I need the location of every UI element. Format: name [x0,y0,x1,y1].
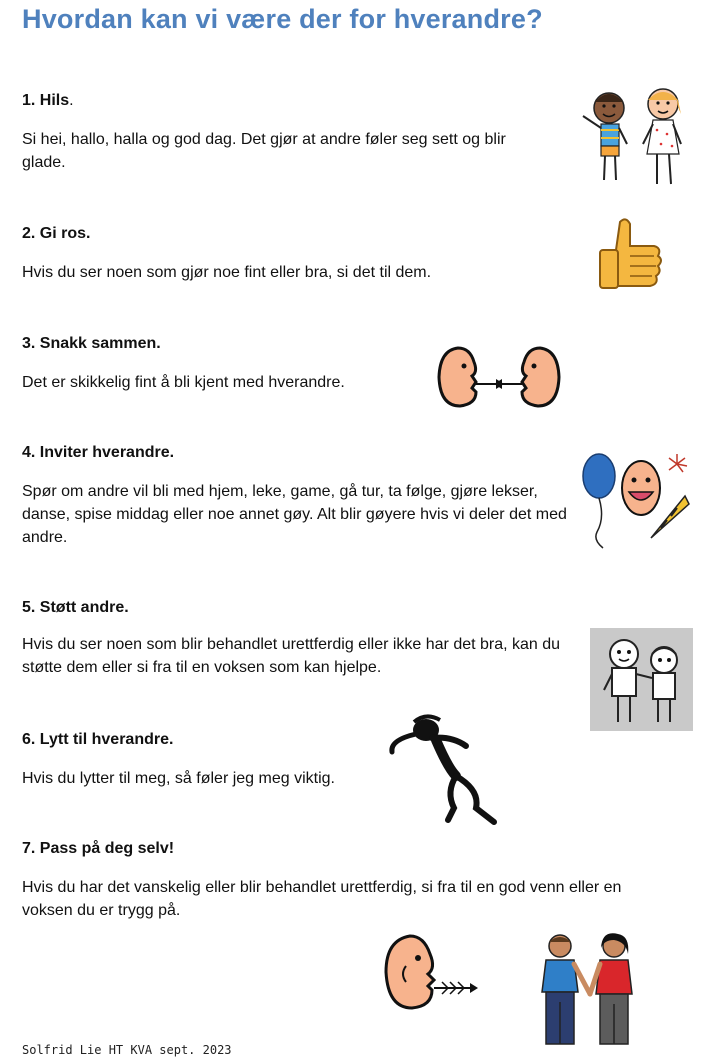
section-body: Det er skikkelig fint å bli kjent med hverandre. [22,374,345,391]
section-body: Hvis du lytter til meg, så føler jeg meg viktig. [22,770,335,787]
section-support [22,599,561,676]
two-people-holding-hands-icon [534,932,644,1048]
listening-person-icon [386,712,498,828]
talking-faces-icon [436,344,562,410]
section-body: Hvis du ser noen som blir behandlet urettferdig eller ikke har det bra, kan du støtte dem eller si fra til en voksen som kan hjelpe. [22,636,561,676]
section-body: Spør om andre vil bli med hjem, leke, game, gå tur, ta følge, gjøre lekser, danse, spise middag eller noe annet gøy. Alt blir gøyere hvis vi deler det med andre. [22,483,567,546]
section-heading: 7. Pass på deg selv! [22,840,175,857]
section-heading: 3. Snakk sammen. [22,335,161,352]
page-title: Hvordan kan vi være der for hverandre? [22,4,543,34]
party-balloon-icon [581,448,693,550]
section-greet [22,92,506,171]
section-praise [22,225,432,281]
section-heading: 4. Inviter hverandre. [22,444,175,461]
thumbs-up-icon [596,216,664,292]
section-listen [22,731,335,787]
section-talk [22,335,345,391]
section-body: Hvis du ser noen som gjør noe fint eller bra, si det til dem. [22,264,432,281]
children-waving-icon [577,86,687,190]
speaking-face-icon [384,932,480,1012]
section-body: Si hei, hallo, halla og god dag. Det gjør at andre føler seg sett og blir glade. [22,131,506,171]
section-self-care [22,840,622,919]
section-invite [22,444,567,546]
section-heading: 1. Hils. [22,92,74,109]
section-body: Hvis du har det vanskelig eller blir behandlet urettferdig, si fra til en god venn eller en voksen du er trygg på. [22,879,622,919]
section-heading: 6. Lytt til hverandre. [22,731,174,748]
footer-credit: Solfrid Lie HT KVA sept. 2023 [22,1043,232,1057]
friends-support-icon [590,628,693,731]
section-heading: 2. Gi ros. [22,225,91,242]
section-heading: 5. Støtt andre. [22,599,129,616]
